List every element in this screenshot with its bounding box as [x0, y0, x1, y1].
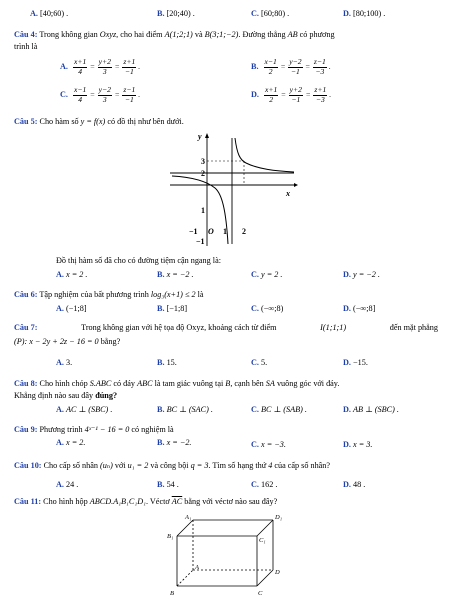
math: B(3;1;−2) [204, 30, 239, 39]
option-text: x = −2 . [166, 270, 194, 279]
y-tick-1: 1 [201, 206, 205, 215]
math: ABCD.A₁B₁C₁D₁ [89, 497, 146, 506]
option-letter: A. [56, 438, 64, 447]
option-text: (−∞;8] [353, 304, 376, 313]
stem-text: Tập nghiệm của bất phương trình [39, 290, 149, 299]
option-text: 24 . [66, 480, 79, 489]
line-equation: $\frac{x+1}{4}$ = $\frac{y+2}{3}$ = $\frac{z+1}{-1}$ . [73, 57, 141, 76]
y-tick-2: 2 [201, 169, 205, 178]
option-letter: D. [343, 270, 351, 279]
q10-stem [14, 461, 330, 471]
q4-option-c[interactable] [60, 86, 140, 104]
q8-stem-line2 [14, 391, 117, 401]
math: 4 [268, 461, 273, 470]
option-letter: C. [251, 270, 259, 279]
edge-D1C1 [257, 520, 273, 536]
q8-option-c[interactable] [251, 405, 307, 415]
math: q = 3 [190, 461, 209, 470]
stem-text: . Véctơ [145, 497, 170, 506]
q9-option-b[interactable] [157, 438, 191, 448]
stem-bold: đúng? [95, 391, 118, 400]
line-equation: $\frac{x-1}{4}$ = $\frac{y-2}{3}$ = $\frac{z-1}{-1}$ . [73, 85, 141, 104]
option-letter: C. [251, 480, 259, 489]
stem-text: với [114, 461, 126, 470]
option-letter: C. [60, 90, 68, 99]
option-text: AC ⊥ (SBC) . [66, 405, 113, 414]
q5-option-c[interactable] [251, 270, 282, 280]
option-text: 3. [66, 358, 73, 367]
function-graph [160, 130, 300, 250]
numerator: x−1 [73, 85, 87, 94]
option-text: y = −2 . [353, 270, 380, 279]
stem-text: là tam giác vuông tại [154, 379, 224, 388]
q9-option-c[interactable] [251, 440, 286, 450]
option-text: 48 . [353, 480, 366, 489]
denominator: 3 [102, 94, 107, 104]
option-text: 54 . [166, 480, 179, 489]
q6-option-b[interactable] [157, 304, 187, 314]
denominator: −1 [124, 66, 134, 76]
option-letter: A. [30, 9, 38, 18]
q9-option-a[interactable] [56, 438, 85, 448]
stem-text: và [194, 30, 203, 39]
option-text: BC ⊥ (SAB) . [261, 405, 307, 414]
option-letter: D. [343, 440, 351, 449]
option-letter: B. [157, 438, 165, 447]
q10-option-c[interactable] [251, 480, 277, 490]
q7-stem [14, 323, 438, 333]
option-letter: C. [251, 358, 259, 367]
question-label: Câu 4: [14, 30, 38, 39]
denominator: 3 [102, 66, 107, 76]
denominator: 4 [78, 66, 83, 76]
question-label: Câu 9: [14, 425, 38, 434]
q4-option-b[interactable] [251, 58, 331, 76]
stem-text: của cấp số nhân? [274, 461, 331, 470]
label-C1: C₁ [259, 537, 266, 544]
stem-text: Trong không gian với hệ tọa độ Oxyz, khoảng cách từ điểm [81, 323, 277, 332]
math: y = f(x) [80, 117, 106, 126]
question-label: Câu 6: [14, 290, 38, 299]
x-tick-1: 1 [223, 227, 227, 236]
x-tick-minus-1: −1 [189, 227, 198, 236]
denominator: 4 [78, 94, 83, 104]
line-equation: $\frac{x-1}{2}$ = $\frac{y-2}{-1}$ = $\frac{z-1}{-3}$ . [264, 57, 331, 76]
option-letter: A. [56, 270, 64, 279]
option-letter: C. [251, 440, 259, 449]
question-label: Câu 5: [14, 117, 38, 126]
option-text: (−1;8] [66, 304, 87, 313]
q4-stem [14, 30, 335, 40]
label-D1: D₁ [275, 514, 282, 521]
denominator: 2 [268, 66, 273, 76]
option-text: 15. [166, 358, 177, 367]
option-letter: C. [251, 405, 259, 414]
option-letter: D. [251, 90, 259, 99]
math: AB [287, 30, 298, 39]
q7-stem-line2 [14, 337, 120, 347]
option-text: (−∞;8) [261, 304, 284, 313]
option-letter: B. [157, 9, 165, 18]
option-text: [60;80) . [261, 9, 290, 18]
option-text: [40;60) . [40, 9, 69, 18]
option-text: x = −2. [166, 438, 192, 447]
numerator: z+1 [123, 57, 136, 66]
math: log₃(x+1) ≤ 2 [150, 290, 196, 299]
numerator: y−2 [98, 85, 111, 94]
left-branch [172, 176, 228, 244]
q5-option-d[interactable] [343, 270, 380, 280]
y-axis-label: y [198, 132, 202, 141]
option-letter: D. [343, 480, 351, 489]
q10-option-b[interactable] [157, 480, 179, 490]
option-letter: B. [157, 358, 165, 367]
stem-text: Trong không gian [39, 30, 98, 39]
stem-text: bằng với véctơ nào sau đây? [184, 497, 278, 506]
x-tick-2: 2 [242, 227, 246, 236]
option-text: BC ⊥ (SAC) . [166, 405, 213, 414]
option-letter: D. [343, 405, 351, 414]
stem-text: . Đường thẳng [238, 30, 286, 39]
option-text: y = 2 . [261, 270, 283, 279]
option-letter: B. [157, 304, 165, 313]
stem-text: có đáy [113, 379, 136, 388]
math: S.ABC [89, 379, 112, 388]
stem-text: vuông góc với đáy. [276, 379, 340, 388]
vector: $\overline{AC}$ [171, 497, 183, 506]
option-letter: A. [56, 358, 64, 367]
option-text: AB ⊥ (SBC) . [353, 405, 399, 414]
q4-option-a[interactable] [60, 58, 140, 76]
stem-text: bằng? [100, 337, 121, 346]
numerator: z−1 [123, 85, 136, 94]
option-text: 5. [261, 358, 268, 367]
label-A1: A₁ [185, 514, 192, 521]
q7-option-c[interactable] [251, 358, 267, 368]
option-text: [20;40) . [166, 9, 195, 18]
stem-text: có nghiệm là [131, 425, 174, 434]
math: SA [265, 379, 275, 388]
option-text: x = 2 . [66, 270, 88, 279]
q6-stem [14, 290, 204, 300]
q8-stem [14, 379, 339, 389]
denominator: −3 [315, 94, 325, 104]
q3-option-b[interactable] [157, 9, 195, 19]
option-letter: D. [343, 304, 351, 313]
numerator: y+2 [289, 85, 302, 94]
label-B: B [170, 590, 174, 597]
x-axis-label: x [286, 189, 290, 198]
stem-text: đến mặt phẳng [389, 323, 438, 332]
stem-text: có đồ thị như bên dưới. [107, 117, 184, 126]
q7-option-a[interactable] [56, 358, 72, 368]
option-letter: D. [343, 358, 351, 367]
math: I(1;1;1) [320, 323, 347, 332]
numerator: y+2 [98, 57, 111, 66]
numerator: y−2 [289, 57, 302, 66]
math: 4ˣ⁻¹ − 16 = 0 [84, 425, 130, 434]
q5-question: Đồ thị hàm số đã cho có đường tiệm cận ngang là: [56, 256, 221, 265]
option-letter: A. [60, 62, 68, 71]
q5-option-a[interactable] [56, 270, 87, 280]
option-text: −15. [353, 358, 368, 367]
question-label: Câu 8: [14, 379, 38, 388]
q11-stem [14, 497, 277, 507]
q8-option-a[interactable] [56, 405, 112, 415]
y-axis-arrow [205, 133, 209, 138]
option-letter: B. [157, 405, 165, 414]
q7-option-b[interactable] [157, 358, 177, 368]
denominator: −1 [290, 66, 300, 76]
option-text: x = −3. [261, 440, 286, 449]
q9-stem [14, 425, 174, 435]
x-axis-arrow [294, 183, 298, 187]
line-equation: $\frac{x+1}{2}$ = $\frac{y+2}{-1}$ = $\frac{z+1}{-3}$ . [264, 85, 332, 104]
q3-option-a[interactable] [30, 9, 68, 19]
numerator: x−1 [264, 57, 277, 66]
q5-option-b[interactable] [157, 270, 194, 280]
option-letter: B. [157, 480, 165, 489]
stem-text: và công bội [150, 461, 189, 470]
edge-BA [177, 570, 193, 586]
stem-text: Cho hình chóp [39, 379, 88, 388]
q9-option-d[interactable] [343, 440, 372, 450]
stem-text: . Tìm số hạng thứ [208, 461, 267, 470]
q3-option-d[interactable] [343, 9, 385, 19]
label-D: D [275, 569, 280, 576]
label-A: A [195, 564, 199, 571]
math: (P): x − 2y + 2z − 16 = 0 [14, 337, 99, 346]
denominator: −1 [291, 94, 301, 104]
numerator: z+1 [314, 85, 327, 94]
y-tick-minus-1: −1 [196, 237, 205, 246]
stem-text: Khẳng định nào sau đây [14, 391, 94, 400]
option-letter: A. [56, 304, 64, 313]
denominator: −3 [315, 66, 325, 76]
stem-text: có phương [299, 30, 335, 39]
math: u₁ = 2 [127, 461, 149, 470]
option-text: [−1;8] [166, 304, 188, 313]
numerator: x+1 [264, 85, 278, 94]
origin-label: O [208, 227, 214, 236]
edge-CD [257, 570, 273, 586]
q6-option-a[interactable] [56, 304, 87, 314]
denominator: −1 [124, 94, 134, 104]
question-label: Câu 11: [14, 497, 42, 506]
option-letter: A. [56, 480, 64, 489]
option-letter: D. [343, 9, 351, 18]
option-text: [80;100) . [353, 9, 386, 18]
parallelepiped-figure [165, 512, 285, 602]
math: Oxyz [99, 30, 117, 39]
stem-text: Cho cấp số nhân [43, 461, 98, 470]
q7-option-d[interactable] [343, 358, 368, 368]
stem-text: Cho hàm số [39, 117, 79, 126]
stem-text: , cho hai điểm [116, 30, 163, 39]
stem-text: là [197, 290, 204, 299]
math: (uₙ) [99, 461, 113, 470]
label-B1: B₁ [167, 533, 174, 540]
math: ABC [137, 379, 153, 388]
q10-option-a[interactable] [56, 480, 78, 490]
option-text: x = 2. [66, 438, 86, 447]
denominator: 2 [269, 94, 274, 104]
option-letter: C. [251, 304, 259, 313]
numerator: x+1 [73, 57, 87, 66]
option-letter: B. [157, 270, 165, 279]
q4-option-d[interactable] [251, 86, 331, 104]
math: A(1;2;1) [164, 30, 193, 39]
option-text: 162 . [261, 480, 278, 489]
q5-stem [14, 117, 184, 127]
option-letter: A. [56, 405, 64, 414]
numerator: z−1 [313, 57, 326, 66]
stem-text: Phương trình [39, 425, 83, 434]
option-text: x = 3. [353, 440, 373, 449]
q10-option-d[interactable] [343, 480, 365, 490]
q3-option-c[interactable] [251, 9, 289, 19]
math: B [225, 379, 231, 388]
q8-option-d[interactable] [343, 405, 399, 415]
option-letter: C. [251, 9, 259, 18]
question-label: Câu 10: [14, 461, 42, 470]
edge-A1B1 [177, 520, 193, 536]
stem-text: Cho hình hộp [43, 497, 88, 506]
y-tick-3: 3 [201, 157, 205, 166]
label-C: C [258, 590, 263, 597]
q4-stem-line2: trình là [14, 42, 38, 51]
q8-option-b[interactable] [157, 405, 213, 415]
question-label: Câu 7: [14, 323, 38, 332]
q6-option-c[interactable] [251, 304, 283, 314]
option-letter: B. [251, 62, 259, 71]
q6-option-d[interactable] [343, 304, 375, 314]
stem-text: , cạnh bên [230, 379, 264, 388]
